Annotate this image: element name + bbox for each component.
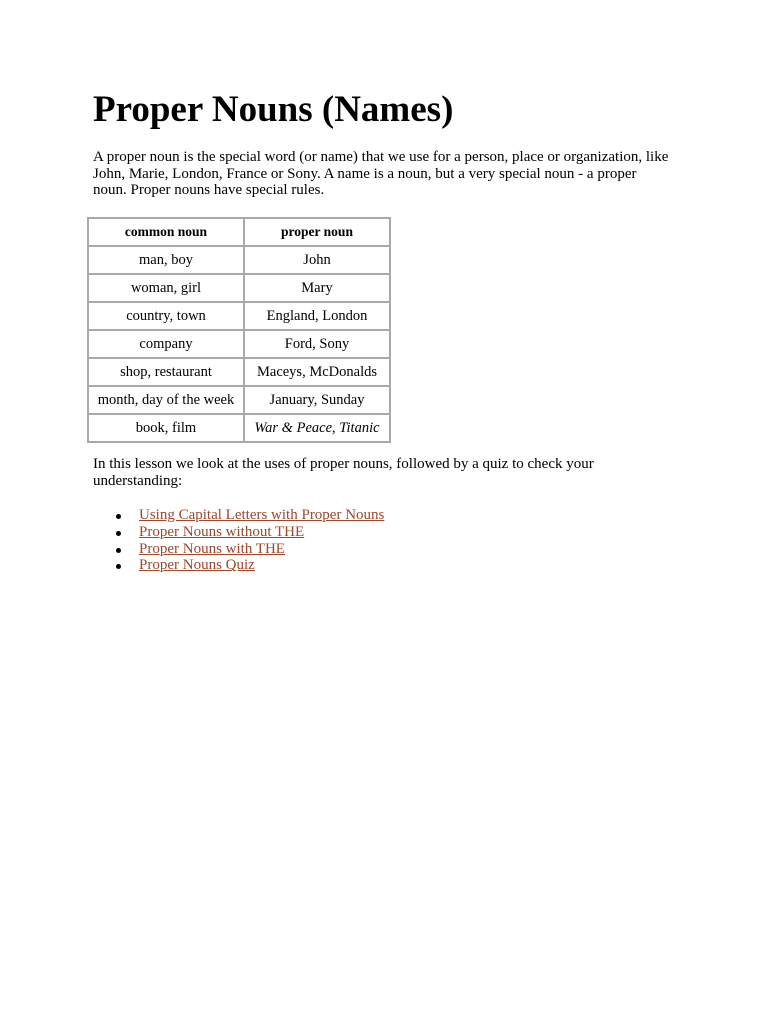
column-header-proper-noun: proper noun bbox=[244, 218, 390, 246]
noun-table bbox=[87, 217, 391, 443]
table-cell-common: country, town bbox=[88, 302, 244, 330]
table-cell-common: company bbox=[88, 330, 244, 358]
table-cell-common: shop, restaurant bbox=[88, 358, 244, 386]
lesson-link-list bbox=[116, 507, 384, 574]
page-title: Proper Nouns (Names) bbox=[93, 89, 454, 130]
list-item bbox=[116, 507, 384, 524]
bullet-icon bbox=[116, 514, 121, 519]
list-item bbox=[116, 524, 384, 541]
table-row bbox=[88, 274, 390, 302]
table-row bbox=[88, 386, 390, 414]
lesson-paragraph: In this lesson we look at the uses of proper nouns, followed by a quiz to check your understanding: bbox=[93, 456, 594, 489]
list-item bbox=[116, 541, 384, 558]
table-cell-common: month, day of the week bbox=[88, 386, 244, 414]
title-separator: , bbox=[332, 419, 340, 436]
link-capital-letters[interactable]: Using Capital Letters with Proper Nouns bbox=[139, 507, 385, 523]
table-row bbox=[88, 414, 390, 442]
table-cell-proper: John bbox=[244, 246, 390, 274]
table-row bbox=[88, 246, 390, 274]
link-without-the[interactable]: Proper Nouns without THE bbox=[139, 523, 305, 540]
column-header-common-noun: common noun bbox=[88, 218, 244, 246]
table-header-row bbox=[88, 218, 390, 246]
intro-paragraph: A proper noun is the special word (or name) that we use for a person, place or organization, like John, Marie, London, France or Sony. A name is a noun, but a very special noun - a proper noun. Proper nouns have special rules. bbox=[93, 149, 669, 198]
table-row bbox=[88, 358, 390, 386]
table-cell-proper bbox=[244, 414, 390, 442]
table-cell-common: book, film bbox=[88, 414, 244, 442]
table-cell-common: woman, girl bbox=[88, 274, 244, 302]
bullet-icon bbox=[116, 548, 121, 553]
link-quiz[interactable]: Proper Nouns Quiz bbox=[139, 557, 255, 574]
table-row bbox=[88, 330, 390, 358]
table-cell-proper: England, London bbox=[244, 302, 390, 330]
bullet-icon bbox=[116, 531, 121, 536]
table-cell-proper: Ford, Sony bbox=[244, 330, 390, 358]
table-cell-proper: Mary bbox=[244, 274, 390, 302]
table-cell-proper: Maceys, McDonalds bbox=[244, 358, 390, 386]
bullet-icon bbox=[116, 564, 121, 569]
table-cell-proper: January, Sunday bbox=[244, 386, 390, 414]
table-row bbox=[88, 302, 390, 330]
list-item bbox=[116, 557, 384, 574]
table-cell-common: man, boy bbox=[88, 246, 244, 274]
title-war-and-peace: War & Peace bbox=[254, 419, 333, 436]
title-titanic: Titanic bbox=[339, 419, 380, 436]
link-with-the[interactable]: Proper Nouns with THE bbox=[139, 540, 285, 557]
